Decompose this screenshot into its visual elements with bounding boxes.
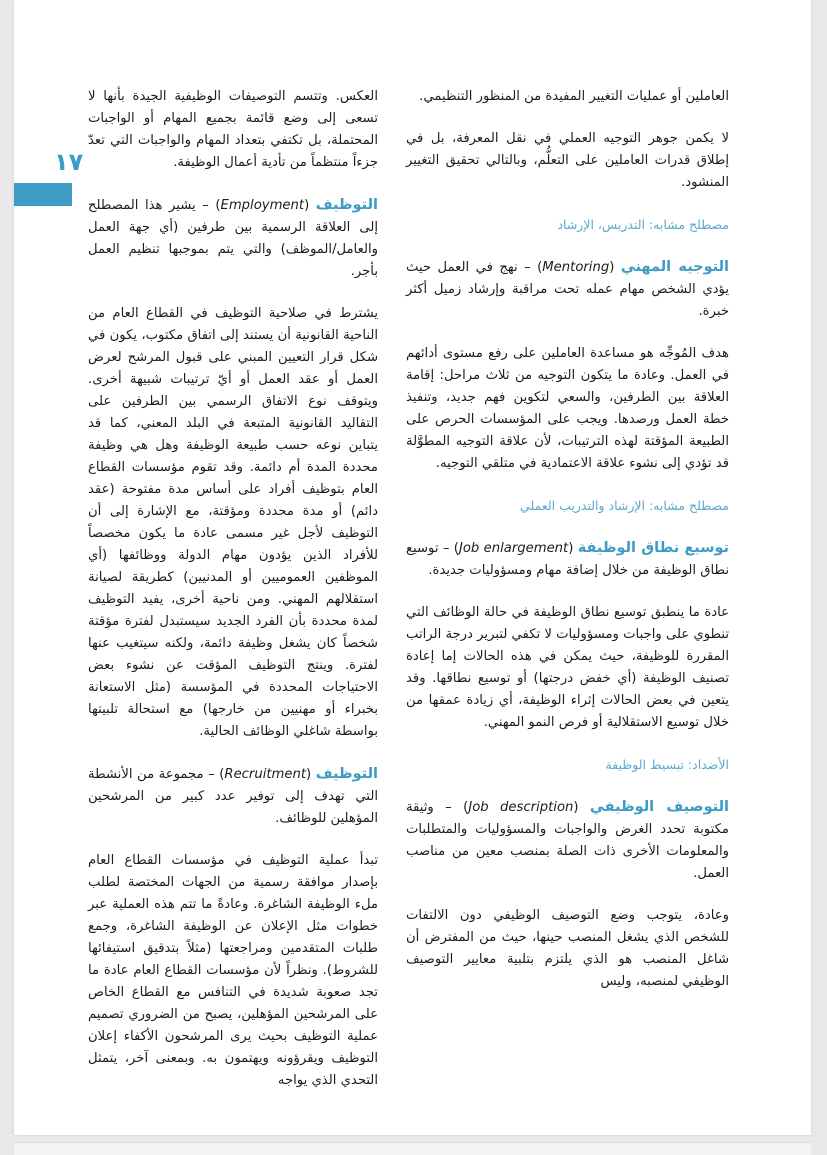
term-definition: نهج في العمل حيث يؤدي الشخص مهام عمله تحت مراقبة وإرشاد زميل أكثر خبرة. — [406, 260, 729, 319]
glossary-entry-employment: التوظيف (Employment) – يشير هذا المصطلح إلى العلاقة الرسمية بين طرفين (أي جهة العمل والعامل/الموظف) والتي يتم بموجبها تنظيم العمل بأجر. — [88, 197, 379, 279]
term-english: Employment — [220, 198, 305, 213]
term-english: Job enlargement — [458, 541, 569, 556]
term-definition: توسيع نطاق الوظيفة من خلال إضافة مهام ومسؤوليات جديدة. — [406, 541, 729, 578]
paragraph: لا يكمن جوهر التوجيه العملي في نقل المعرفة، بل في إطلاق قدرات العاملين على التعلُّم، وبالتالي تحقيق التغيير المنشود. — [406, 131, 729, 190]
term-arabic: توسيع نطاق الوظيفة — [577, 540, 729, 556]
glossary-entry-job-enlargement: توسيع نطاق الوظيفة (Job enlargement) – توسيع نطاق الوظيفة من خلال إضافة مهام ومسؤوليات جديدة. — [406, 540, 729, 578]
term-arabic: التوصيف الوظيفي — [589, 799, 729, 815]
term-arabic: التوجيه المهني — [620, 259, 730, 275]
left-column — [88, 86, 378, 1112]
paragraph: وعادة، يتوجب وضع التوصيف الوظيفي دون الالتفات للشخص الذي يشغل المنصب حينها، حيث من المفترض أن شاغل المنصب هو الذي يلتزم بتلبية معايير التوصيف الوظيفي لمنصبه، وليس — [406, 908, 729, 989]
term-definition: وثيقة مكتوبة تحدد الغرض والواجبات والمسؤوليات والمتطلبات والمعلومات الأخرى ذات الصلة بمنصب معين من مناصب العمل. — [406, 800, 729, 881]
paragraph: تبدأ عملية التوظيف في مؤسسات القطاع العام بإصدار موافقة رسمية من الجهات المختصة لطلب ملء الوظيفة الشاغرة. وعادةً ما تتم هذه العملية عبر خطوات مثل الإعلان عن الوظيفة الشاغرة، وجمع طلبات المتقدمين ومراجعتها (مثلاً بتدقيق استيفائها للشروط). ونظراً لأن مؤسسات القطاع العام عادة ما تجد صعوبة شديدة في التنافس مع القطاع الخاص على المرشحين المؤهلين، يصبح من الضروري تصميم عملية التوظيف بحيث يرى المرشحون الأكفاء إعلان التوظيف ويقرؤونه ويهتمون به. وبمعنى آخر، يتمثل التحدي الذي يواجه — [88, 853, 378, 1088]
glossary-entry-mentoring: التوجيه المهني (Mentoring) – نهج في العمل حيث يؤدي الشخص مهام عمله تحت مراقبة وإرشاد زميل أكثر خبرة. — [406, 259, 730, 319]
antonym-note: الأضداد: تبسيط الوظيفة — [605, 757, 729, 772]
page-marker-tab — [14, 183, 72, 206]
term-english: Job description — [468, 800, 574, 815]
term-definition: يشير هذا المصطلح إلى العلاقة الرسمية بين طرفين (أي جهة العمل والعامل/الموظف) والتي يتم بموجبها تنظيم العمل بأجر. — [88, 198, 378, 279]
term-english: Mentoring — [542, 260, 610, 275]
document-page — [14, 0, 811, 1135]
term-arabic: التوظيف — [315, 197, 379, 213]
paragraph: عادة ما ينطبق توسيع نطاق الوظيفة في حالة الوظائف التي تنطوي على واجبات ومسؤوليات لا تكفي لتبرير درجة الراتب المقررة للوظيفة، حيث يمكن في هذه الحالات إما إعادة تصنيف الوظيفة (أي خفض درجتها) أو توسيع نطاقها. وقد يتعين في بعض الحالات إثراء الوظيفة، أي زيادة عمقها من خلال توسيع الاستقلالية أو فرص النمو المهني. — [406, 605, 729, 730]
similar-term-note: مصطلح مشابه: التدريس، الإرشاد — [557, 217, 729, 232]
next-page-edge — [14, 1142, 811, 1155]
right-column — [406, 86, 729, 1013]
paragraph: هدف المُوجِّه هو مساعدة العاملين على رفع مستوى أدائهم في العمل. وعادة ما يتكون التوجيه من ثلاث مراحل: إقامة العلاقة بين الطرفين، والسعي لتكوين فهم جديد، وتنفيذ خطة العمل ورصدها. ويجب على المؤسسات الحرص على الطبيعة المؤقتة لهذه الترتيبات، لأن علاقة التوجيه المطوَّلة قد تؤدي إلى نشوء علاقة الاعتمادية في متلقي التوجيه. — [406, 346, 729, 471]
term-arabic: التوظيف — [315, 766, 378, 782]
glossary-entry-recruitment: التوظيف (Recruitment) – مجموعة من الأنشطة التي تهدف إلى توفير عدد كبير من المرشحين المؤهلين للوظائف. — [88, 766, 378, 826]
page-number: ١٧ — [54, 148, 84, 176]
term-definition: مجموعة من الأنشطة التي تهدف إلى توفير عدد كبير من المرشحين المؤهلين للوظائف. — [88, 767, 378, 826]
glossary-entry-job-description: التوصيف الوظيفي (Job description) – وثيقة مكتوبة تحدد الغرض والواجبات والمسؤوليات والمتطلبات والمعلومات الأخرى ذات الصلة بمنصب معين من مناصب العمل. — [406, 799, 729, 881]
term-english: Recruitment — [224, 767, 307, 782]
similar-term-note: مصطلح مشابه: الإرشاد والتدريب العملي — [520, 498, 729, 513]
paragraph: يشترط في صلاحية التوظيف في القطاع العام من الناحية القانونية أن يستند إلى اتفاق مكتوب، يكون في شكل قرار التعيين المبني على قبول المرشح لعرض العمل أو عقد العمل أو أيّ ترتيبات شبيهة أخرى. ويتوقف نوع الاتفاق الرسمي بين الطرفين على التقاليد القانونية المتبعة في البلد المعني، كما قد يتباين نوعه حسب طبيعة الوظيفة وهل هي وظيفة محددة المدة أم دائمة. وقد تقوم مؤسسات القطاع العام بتوظيف أفراد على أساس مدة مفتوحة (عقد دائم) أو مدة محددة ومؤقتة، مع الإشارة إلى أن التوظيف لأجل غير مسمى عادة ما يكون مخصصاً للأفراد الذين يؤدون مهام الدولة ووظائفها (أي الموظفين العموميين أو المدنيين) كطريقة لصيانة استقلالهم المهني. ومن ناحية أخرى، يفيد التوظيف لمدة محددة بأن الفرد الجديد سيستبدل لفترة مؤقتة شخصاً كان يشغل وظيفة دائمة، ولكنه سيتغيب عنها لفترة. وينتج التوظيف المؤقت عن نشوء بعض الاحتياجات المحددة في المؤسسة (مثل الاستعانة بخبراء أو مهنيين من خارجها) مع استحالة تلبيتها بواسطة شاغلي الوظائف الحالية. — [88, 306, 378, 739]
paragraph: العكس. وتتسم التوصيفات الوظيفية الجيدة بأنها لا تسعى إلى وضع قائمة بجميع المهام أو الواجبات المحتملة، بل تكتفي بتعداد المهام والواجبات التي تعدّ جزءاً منتظماً من تأدية أعمال الوظيفة. — [88, 89, 378, 170]
paragraph: العاملين أو عمليات التغيير المفيدة من المنظور التنظيمي. — [419, 89, 729, 104]
